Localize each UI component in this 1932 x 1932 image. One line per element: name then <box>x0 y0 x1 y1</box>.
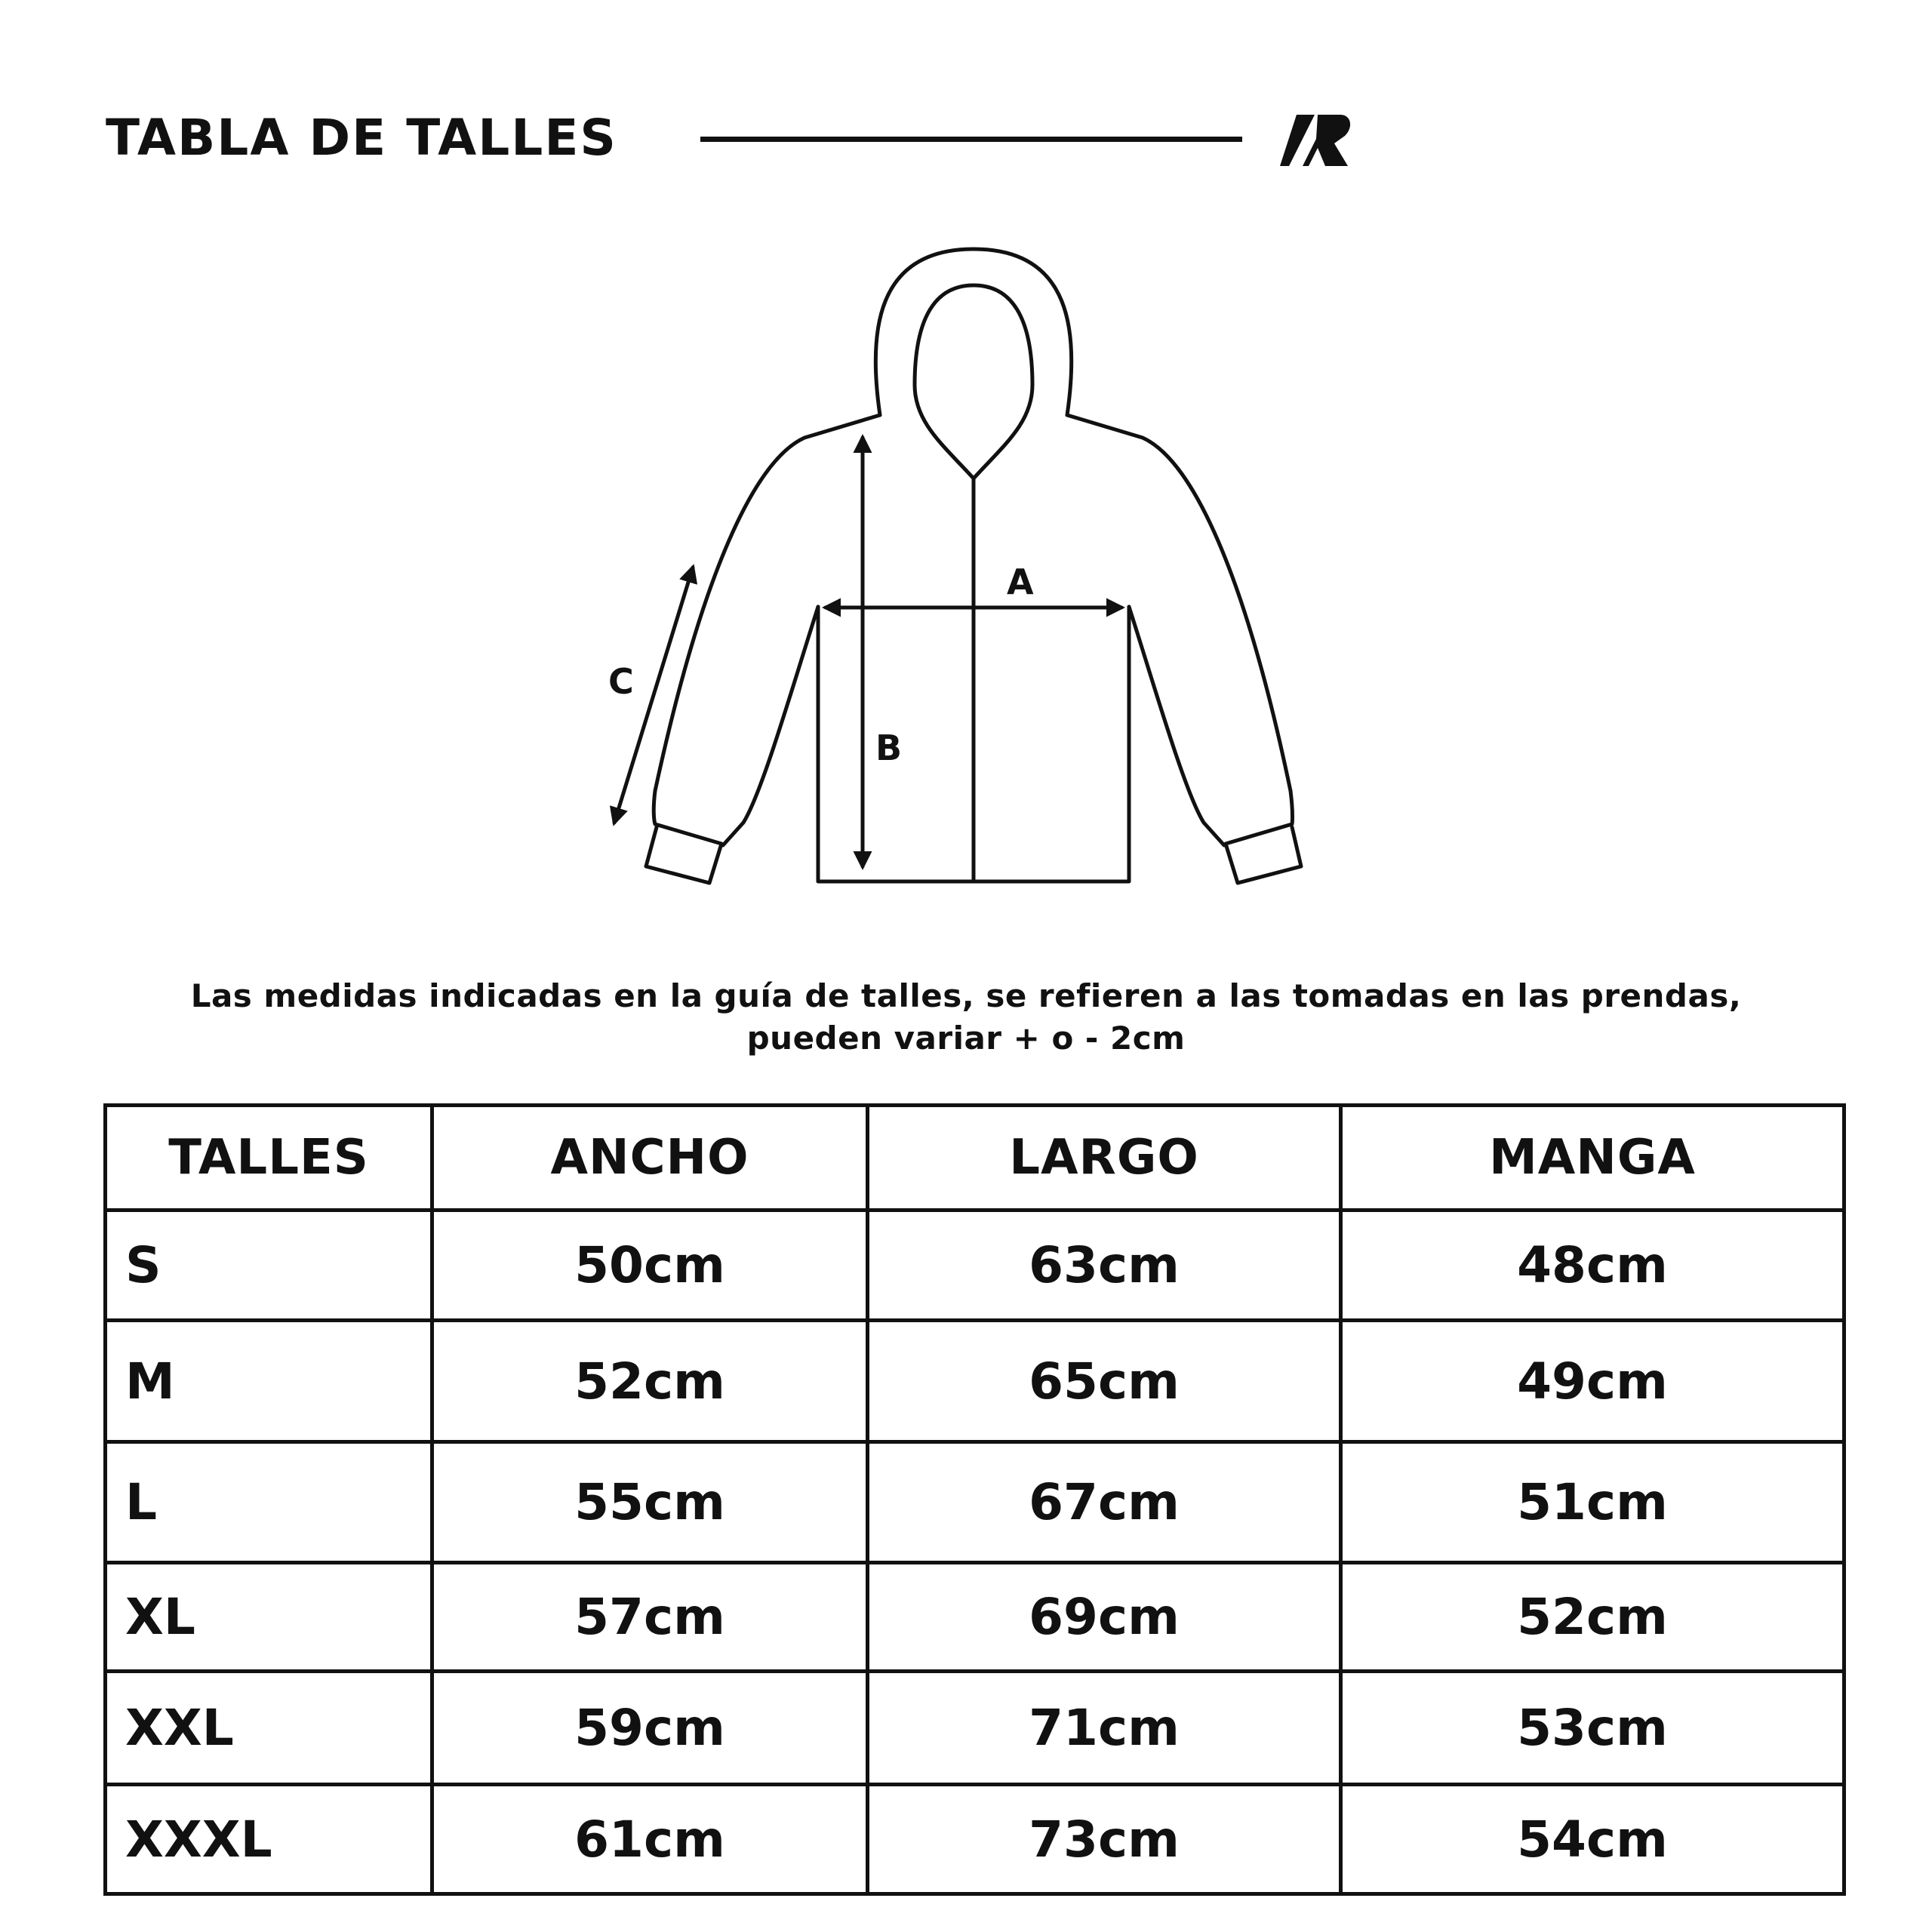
manga-cell: 52cm <box>1341 1563 1844 1672</box>
largo-cell: 69cm <box>868 1563 1341 1672</box>
body-right-shoulder <box>1067 415 1291 791</box>
ancho-cell: 61cm <box>432 1785 868 1894</box>
manga-cell: 54cm <box>1341 1785 1844 1894</box>
right-cuff <box>1226 791 1301 883</box>
size-table <box>103 1103 1846 1896</box>
ancho-cell: 59cm <box>432 1672 868 1785</box>
header-manga: MANGA <box>1341 1106 1844 1211</box>
page-title: TABLA DE TALLES <box>106 109 617 167</box>
table-row <box>106 1563 1844 1672</box>
table-row <box>106 1785 1844 1894</box>
manga-cell: 48cm <box>1341 1211 1844 1321</box>
largo-cell: 71cm <box>868 1672 1341 1785</box>
size-cell: XL <box>106 1563 432 1672</box>
ancho-cell: 57cm <box>432 1563 868 1672</box>
ancho-cell: 52cm <box>432 1321 868 1442</box>
note-line-2: pueden variar + o - 2cm <box>746 1020 1186 1057</box>
header-talles: TALLES <box>106 1106 432 1211</box>
manga-cell: 51cm <box>1341 1442 1844 1563</box>
manga-cell: 53cm <box>1341 1672 1844 1785</box>
size-cell: S <box>106 1211 432 1321</box>
right-sleeve-inner <box>1129 607 1224 845</box>
size-cell: XXL <box>106 1672 432 1785</box>
largo-cell: 73cm <box>868 1785 1341 1894</box>
measure-a-label: A <box>1007 561 1034 602</box>
measurement-note <box>0 975 1932 1060</box>
left-sleeve-inner <box>723 607 818 845</box>
ancho-cell: 50cm <box>432 1211 868 1321</box>
hoodie-diagram <box>0 0 1932 943</box>
table-row <box>106 1672 1844 1785</box>
size-cell: L <box>106 1442 432 1563</box>
note-line-1: Las medidas indicadas en la guía de talles, se refieren a las tomadas en las prendas, <box>190 977 1742 1014</box>
size-cell: XXXL <box>106 1785 432 1894</box>
largo-cell: 65cm <box>868 1321 1341 1442</box>
body-left-shoulder <box>655 415 880 791</box>
header-largo: LARGO <box>868 1106 1341 1211</box>
largo-cell: 63cm <box>868 1211 1341 1321</box>
table-header-row <box>106 1106 1844 1211</box>
table-row <box>106 1442 1844 1563</box>
manga-cell: 49cm <box>1341 1321 1844 1442</box>
measure-c-label: C <box>608 661 634 702</box>
header-ancho: ANCHO <box>432 1106 868 1211</box>
table-row <box>106 1211 1844 1321</box>
hood-outline <box>875 249 1072 415</box>
hood-inner-opening <box>915 285 1032 478</box>
table-row <box>106 1321 1844 1442</box>
largo-cell: 67cm <box>868 1442 1341 1563</box>
left-cuff <box>646 791 721 883</box>
ancho-cell: 55cm <box>432 1442 868 1563</box>
size-cell: M <box>106 1321 432 1442</box>
measure-b-label: B <box>875 728 903 768</box>
